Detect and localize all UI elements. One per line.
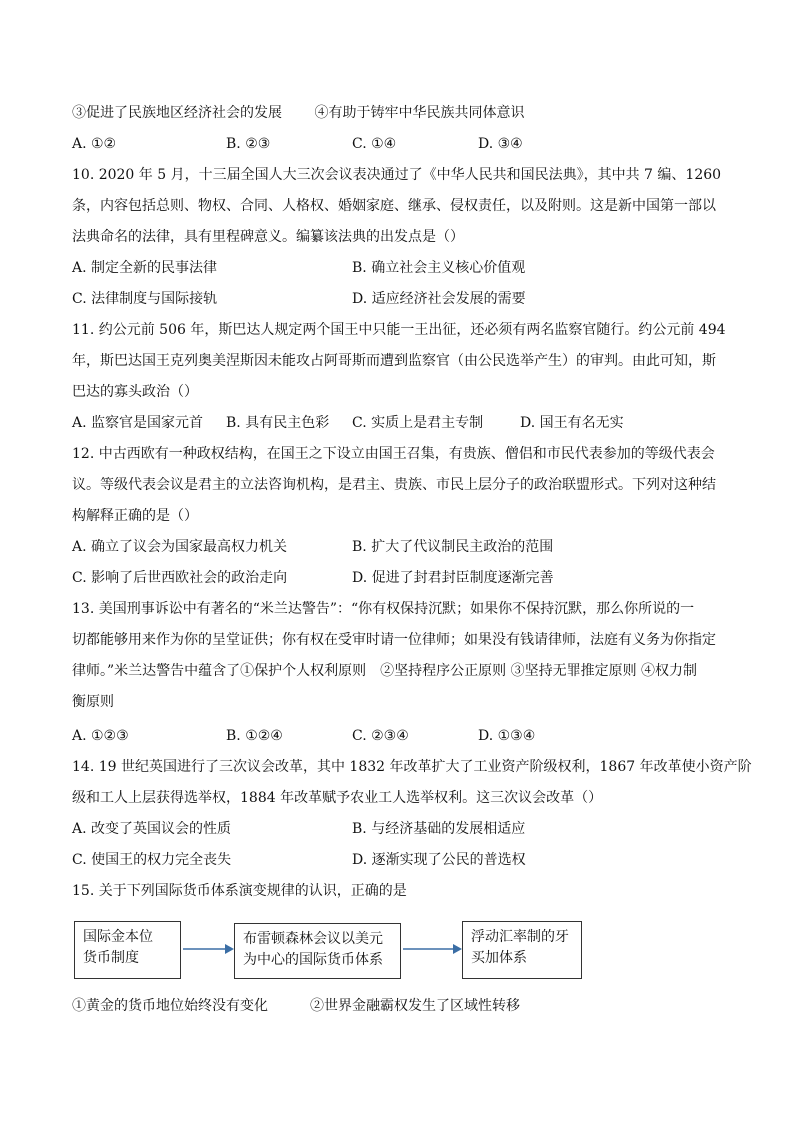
flow-arrow-2 [401,935,463,959]
flow-box-line: 为中心的国际货币体系 [243,952,383,968]
flow-box-jamaica-system [462,921,582,979]
flow-box-line: 国际金本位 [83,929,153,945]
q13-option-b[interactable]: B. ①②④ [226,728,283,744]
q13-stem-line: 律师。”米兰达警告中蕴含了①保护个人权利原则 ②坚持程序公正原则 ③坚持无罪推定原则 ④权力制 [72,663,698,679]
q14-option-d[interactable]: D. 逐渐实现了公民的普选权 [352,852,526,868]
q15-statements: ①黄金的货币地位始终没有变化 ②世界金融霸权发生了区域性转移 [72,998,520,1014]
flow-box-line: 布雷顿森林会议以美元 [243,931,383,947]
q11-option-d[interactable]: D. 国王有名无实 [520,415,624,431]
q12-option-d[interactable]: D. 促进了封君封臣制度逐渐完善 [352,570,554,586]
q13-option-c[interactable]: C. ②③④ [352,728,409,744]
q10-option-d[interactable]: D. 适应经济社会发展的需要 [352,291,526,307]
q12-option-b[interactable]: B. 扩大了代议制民主政治的范围 [352,539,554,555]
q11-stem-line: 年，斯巴达国王克列奥美涅斯因未能攻占阿哥斯而遭到监察官（由公民选举产生）的审判。由此可知，斯 [72,353,716,369]
q12-stem-line: 议。等级代表会议是君主的立法咨询机构，是君主、贵族、市民上层分子的政治联盟形式。下列对这种结 [72,477,716,493]
q11-stem-line: 11. 约公元前 506 年，斯巴达人规定两个国王中只能一王出征，还必须有两名监察官随行。约公元前 494 [72,322,726,338]
q11-option-a[interactable]: A. 监察官是国家元首 [72,415,204,431]
q10-stem-line: 10. 2020 年 5 月，十三届全国人大三次会议表决通过了《中华人民共和国民法典》，其中共 7 编、1260 [72,167,722,183]
q15-stem: 15. 关于下列国际货币体系演变规律的认识，正确的是 [72,883,407,899]
flow-box-line: 货币制度 [83,950,139,966]
q10-stem-line: 条，内容包括总则、物权、合同、人格权、婚姻家庭、继承、侵权责任，以及附则。这是新中国第一部以 [72,198,716,214]
q9-option-d[interactable]: D. ③④ [478,136,523,152]
flow-box-bretton-woods [234,923,401,979]
q14-option-a[interactable]: A. 改变了英国议会的性质 [72,821,232,837]
q10-stem-line: 法典命名的法律，具有里程碑意义。编纂该法典的出发点是（） [72,229,464,245]
q14-option-c[interactable]: C. 使国王的权力完全丧失 [72,852,232,868]
q11-option-c[interactable]: C. 实质上是君主专制 [352,415,484,431]
q13-option-d[interactable]: D. ①③④ [478,728,536,744]
flow-box-line: 买加体系 [471,950,527,966]
q10-option-b[interactable]: B. 确立社会主义核心价值观 [352,260,526,276]
flow-box-line: 浮动汇率制的牙 [471,929,569,945]
q9-tail: ③促进了民族地区经济社会的发展 ④有助于铸牢中华民族共同体意识 [72,105,525,121]
q13-option-a[interactable]: A. ①②③ [72,728,129,744]
q12-option-a[interactable]: A. 确立了议会为国家最高权力机关 [72,539,288,555]
flow-arrow-1 [181,935,235,959]
q13-stem-line: 衡原则 [72,694,114,710]
q10-option-a[interactable]: A. 制定全新的民事法律 [72,260,218,276]
q14-stem-line: 14. 19 世纪英国进行了三次议会改革，其中 1832 年改革扩大了工业资产阶级权利，1867 年改革使小资产阶 [72,759,752,775]
q11-option-b[interactable]: B. 具有民主色彩 [226,415,330,431]
q13-stem-line: 13. 美国刑事诉讼中有著名的“米兰达警告”：“你有权保持沉默；如果你不保持沉默，那么你所说的一 [72,601,695,617]
q12-stem-line: 构解释正确的是（） [72,508,198,524]
q14-stem-line: 级和工人上层获得选举权，1884 年改革赋予农业工人选举权利。这三次议会改革（） [72,790,603,806]
q13-stem-line: 切都能够用来作为你的呈堂证供；你有权在受审时请一位律师；如果没有钱请律师，法庭有义务为你指定 [72,632,716,648]
q12-option-c[interactable]: C. 影响了后世西欧社会的政治走向 [72,570,288,586]
q9-option-a[interactable]: A. ①② [72,136,117,152]
q10-option-c[interactable]: C. 法律制度与国际接轨 [72,291,218,307]
q9-option-c[interactable]: C. ①④ [352,136,397,152]
q12-stem-line: 12. 中古西欧有一种政权结构，在国王之下设立由国王召集，有贵族、僧侣和市民代表参加的等级代表会 [72,446,715,462]
q9-option-b[interactable]: B. ②③ [226,136,271,152]
q11-stem-line: 巴达的寡头政治（） [72,384,198,400]
q14-option-b[interactable]: B. 与经济基础的发展相适应 [352,821,526,837]
flow-box-gold-standard [74,921,181,979]
